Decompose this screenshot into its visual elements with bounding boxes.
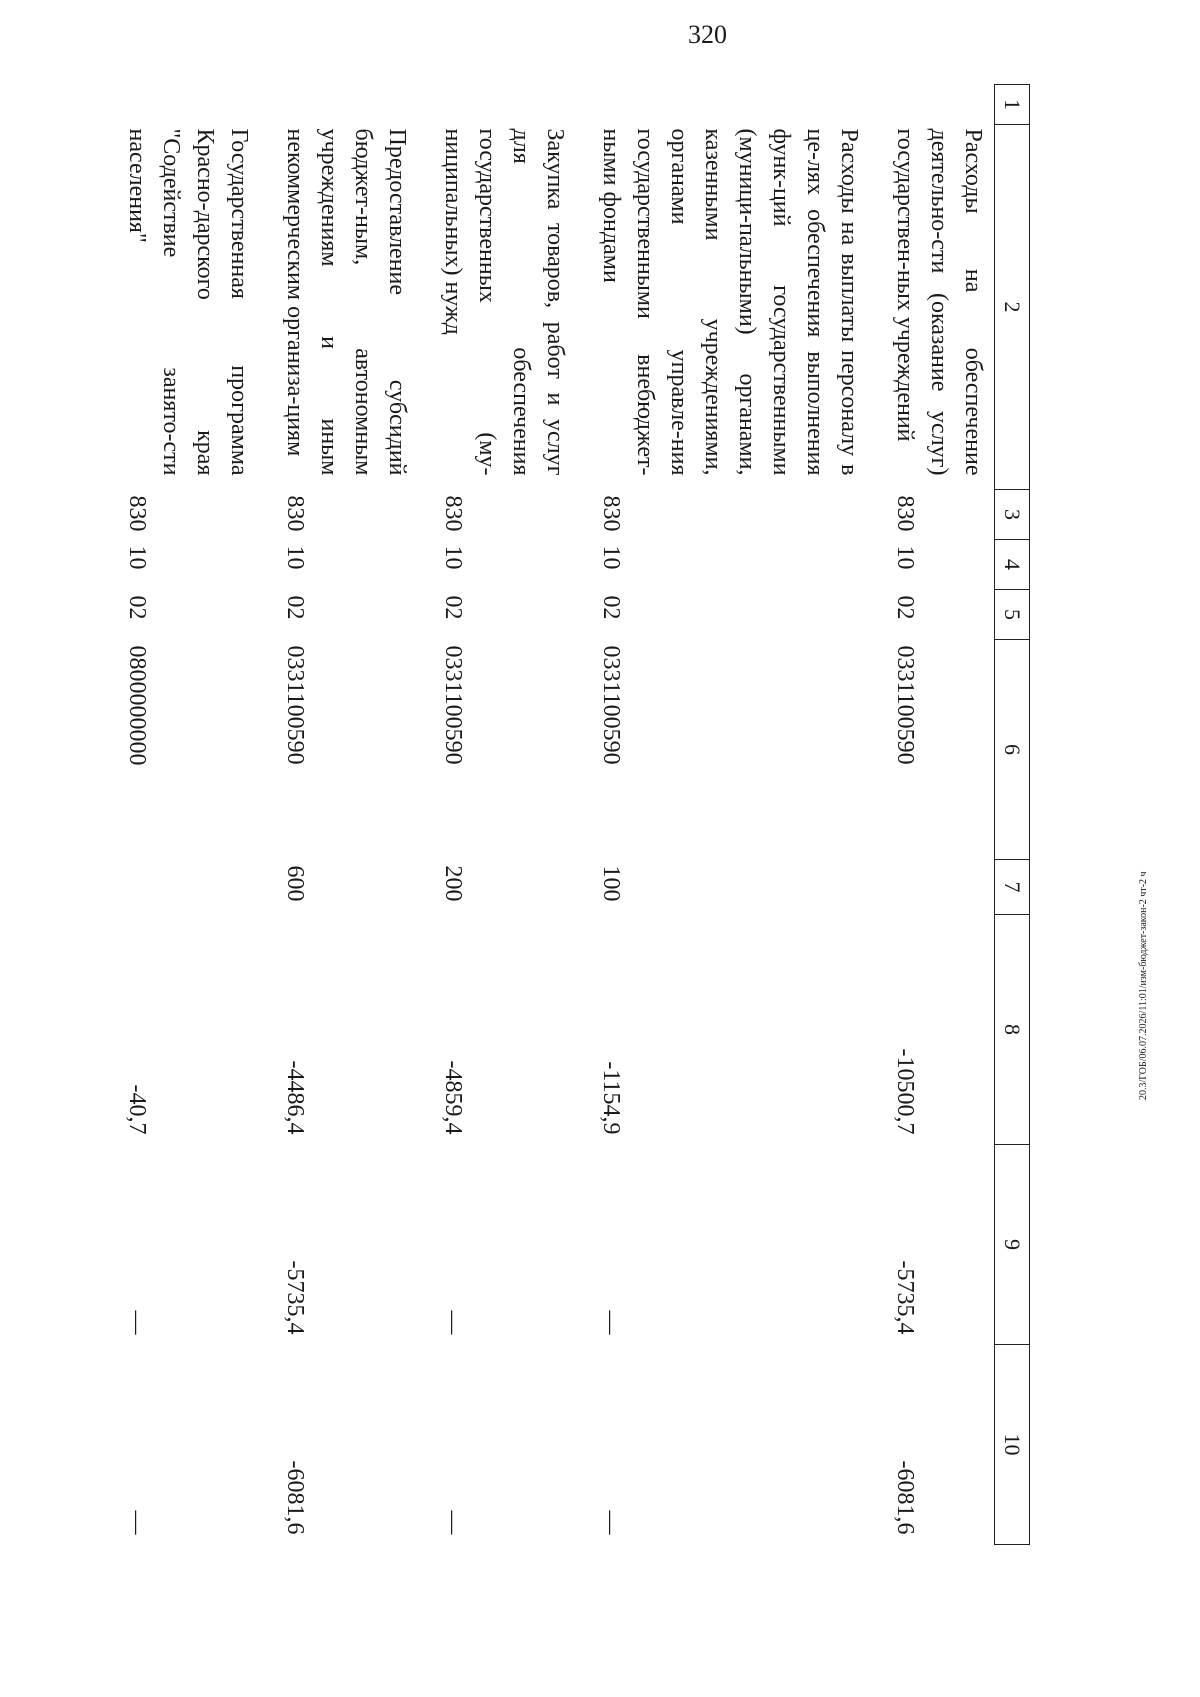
row-ministry-code: 830 xyxy=(598,495,624,532)
table-row xyxy=(422,85,580,1545)
row-target-article: 0331100590 xyxy=(598,645,624,765)
row-amount-col9: — xyxy=(440,1310,466,1335)
row-expense-type: 600 xyxy=(282,865,308,902)
table-row xyxy=(874,85,995,1545)
col-header: 1 xyxy=(995,85,1030,125)
row-subsection-code: 02 xyxy=(124,595,150,620)
row-name-cell: Расходы на выплаты персоналу в це-лях обеспечения выполнения функ-ций государственными (муници-пальными) органами, казенными учреждениями, органами управле-ния государственными внебюджет-ными фондами xyxy=(598,128,862,476)
row-amount-col10: -6081,6 xyxy=(892,1460,918,1535)
row-target-article: 0331100590 xyxy=(440,645,466,765)
row-amount-col9: — xyxy=(598,1310,624,1335)
table-row xyxy=(264,85,422,1545)
row-amount-col9: — xyxy=(124,1310,150,1335)
col-header: 9 xyxy=(995,1145,1030,1345)
row-target-article: 0800000000 xyxy=(124,645,150,766)
row-name-cell: Расходы на обеспечение деятельно-сти (оказание услуг) государствен-ных учреждений xyxy=(892,128,986,476)
header-row xyxy=(995,85,1030,1545)
row-section-code: 10 xyxy=(598,545,624,570)
row-col1-cell xyxy=(106,85,264,125)
row-section-code: 10 xyxy=(440,545,466,570)
row-amount-col8: -40,7 xyxy=(124,1084,150,1135)
row-amount-col10: — xyxy=(598,1510,624,1535)
row-expense-type: 200 xyxy=(440,865,466,902)
col-header: 3 xyxy=(995,490,1030,540)
table-row xyxy=(580,85,874,1545)
row-col1-cell xyxy=(580,85,874,125)
row-section-code: 10 xyxy=(282,545,308,570)
row-target-article: 0331100590 xyxy=(282,645,308,765)
row-target-article: 0331100590 xyxy=(892,645,918,765)
row-expense-type xyxy=(874,860,995,915)
row-expense-type xyxy=(106,860,264,915)
row-amount-col8: -10500,7 xyxy=(892,1048,918,1135)
page-number: 320 xyxy=(688,20,727,49)
row-ministry-code: 830 xyxy=(440,495,466,532)
col-header: 10 xyxy=(995,1345,1030,1545)
row-name-cell: Государственная программа Красно-дарского края "Содействие занято-сти населения" xyxy=(124,128,252,476)
row-expense-type: 100 xyxy=(598,865,624,902)
footer-file-stamp: 20.3/ГОБ/06.07.2026/11:01/изм-бюджет-закон-2 чт-2 ч xyxy=(1138,871,1149,1100)
row-name-cell: Предоставление субсидий бюджет-ным, автономным учреждениям и иным некоммерческим организа-циям xyxy=(282,128,410,476)
col-header: 6 xyxy=(995,640,1030,860)
row-amount-col10: — xyxy=(440,1510,466,1535)
row-amount-col8: -4486,4 xyxy=(282,1060,308,1135)
row-col1-cell xyxy=(264,85,422,125)
row-amount-col10: — xyxy=(124,1510,150,1535)
col-header: 8 xyxy=(995,915,1030,1145)
row-name-cell: Закупка товаров, работ и услуг для обеспечения государственных (му-ниципальных) нужд xyxy=(440,128,568,476)
table-row xyxy=(106,85,264,1545)
col-header: 5 xyxy=(995,590,1030,640)
row-amount-col9: -5735,4 xyxy=(282,1260,308,1335)
row-col1-cell xyxy=(874,85,995,125)
row-subsection-code: 02 xyxy=(892,595,918,620)
row-ministry-code: 830 xyxy=(124,495,150,532)
row-ministry-code: 830 xyxy=(892,495,918,532)
row-section-code: 10 xyxy=(124,545,150,570)
budget-table-rotated xyxy=(124,84,1030,1544)
budget-table xyxy=(106,84,1030,1545)
col-header: 2 xyxy=(995,125,1030,490)
row-section-code: 10 xyxy=(892,545,918,570)
row-subsection-code: 02 xyxy=(598,595,624,620)
row-amount-col8: -1154,9 xyxy=(598,1061,624,1135)
row-ministry-code: 830 xyxy=(282,495,308,532)
col-header: 4 xyxy=(995,540,1030,590)
row-amount-col9: -5735,4 xyxy=(892,1260,918,1335)
row-subsection-code: 02 xyxy=(282,595,308,620)
col-header: 7 xyxy=(995,860,1030,915)
row-amount-col8: -4859,4 xyxy=(440,1060,466,1135)
row-col1-cell xyxy=(422,85,580,125)
row-subsection-code: 02 xyxy=(440,595,466,620)
row-amount-col10: -6081,6 xyxy=(282,1460,308,1535)
